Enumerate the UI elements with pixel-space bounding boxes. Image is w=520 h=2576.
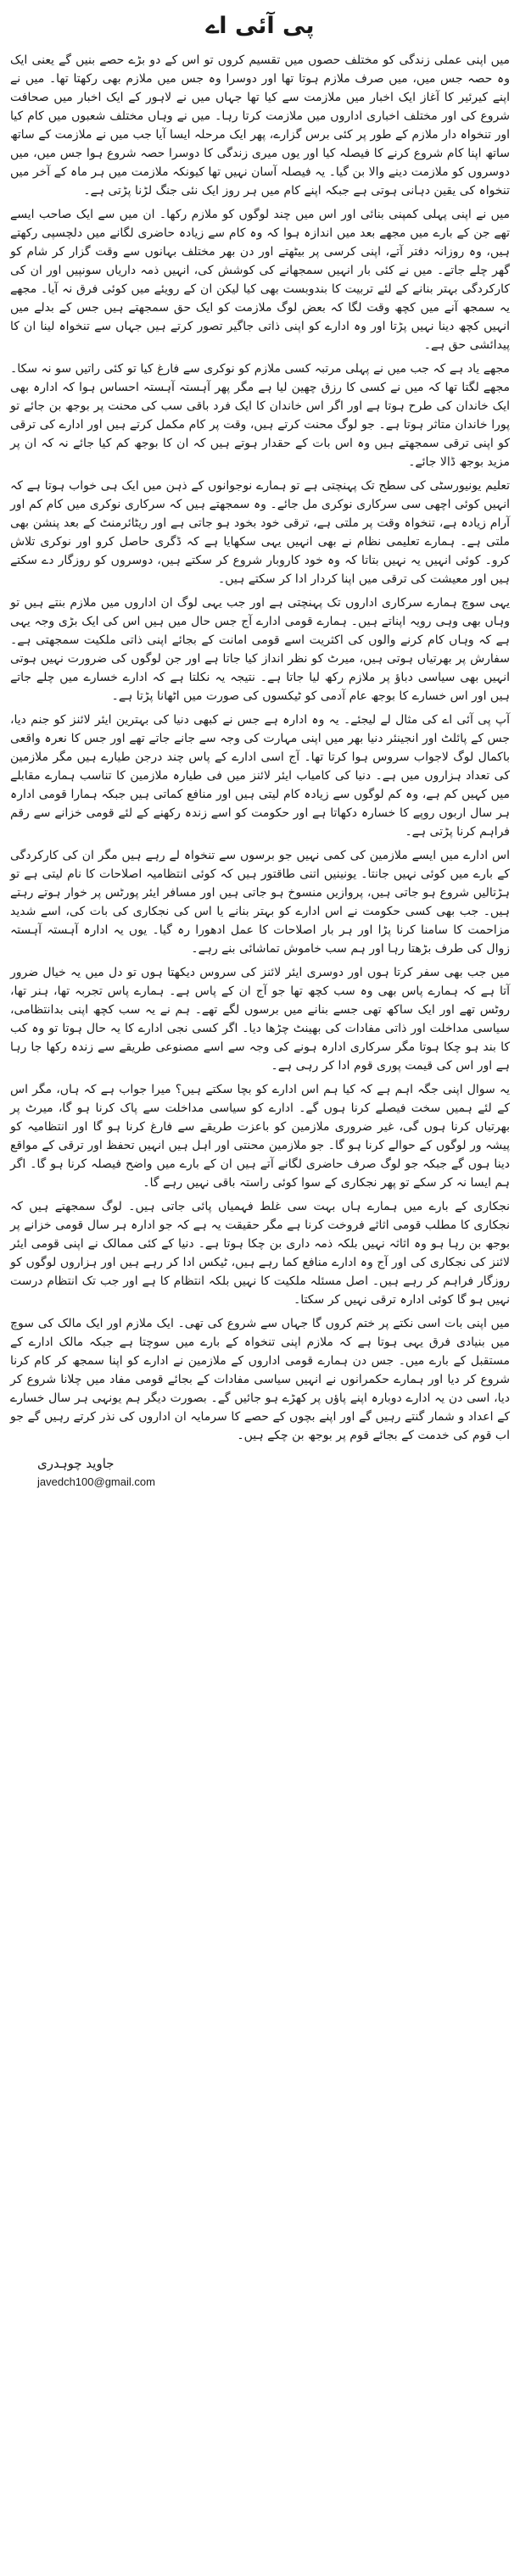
paragraph: مجھے یاد ہے کہ جب میں نے پہلی مرتبہ کسی ملازم کو نوکری سے فارغ کیا تو کئی راتیں سو نہ سکا۔ مجھے لگتا تھا کہ میں نے کسی کا رزق چھین لیا ہے مگر پھر آہستہ آہستہ احساس ہوا کہ ادارہ بھی ایک خاندان کی طرح ہوتا ہے اور اگر اس خاندان کا ایک فرد باقی سب کی محنت پر بوجھ بن جائے تو پورا خاندان متاثر ہوتا ہے۔ جو لوگ محنت کرتے ہیں، وقت پر کام مکمل کرتے ہیں اور ادارے کی ترقی کو اپنی ترقی سمجھتے ہیں وہ اس بات کے حقدار ہوتے ہیں کہ ان کا بوجھ کم کیا جائے نہ کہ ان پر مزید بوجھ ڈالا جائے۔ [10,362,510,469]
paragraph: نجکاری کے بارے میں ہمارے ہاں بہت سی غلط فہمیاں پائی جاتی ہیں۔ لوگ سمجھتے ہیں کہ نجکاری کا مطلب قومی اثاثے فروخت کرنا ہے مگر حقیقت یہ ہے کہ جو ادارہ ہر سال قومی خزانے پر بوجھ بن رہا ہو وہ اثاثہ نہیں بلکہ ذمہ داری بن چکا ہوتا ہے۔ دنیا کے کئی ممالک نے اپنی قومی ایئر لائنز کی نجکاری کی اور آج وہ ادارے منافع کما رہے ہیں، ٹیکس ادا کر رہے ہیں اور ہزاروں لوگوں کو روزگار فراہم کر رہے ہیں۔ اصل مسئلہ ملکیت کا نہیں بلکہ انتظام کا ہے اور جب تک انتظام درست نہیں ہو گا کوئی ادارہ ترقی نہیں کر سکتا۔ [10,1200,510,1307]
paragraph: میں نے اپنی پہلی کمپنی بنائی اور اس میں چند لوگوں کو ملازم رکھا۔ ان میں سے ایک صاحب ایسے تھے جن کے بارے میں مجھے بعد میں اندازہ ہوا کہ وہ کام سے زیادہ حاضری لگانے میں دلچسپی رکھتے ہیں، وہ روزانہ دفتر آتے، اپنی کرسی پر بیٹھتے اور دن بھر مختلف بہانوں سے وقت گزار کر شام کو گھر چلے جاتے۔ میں نے کئی بار انہیں سمجھانے کی کوشش کی، انہیں ذمہ داریاں سونپیں اور ان کی کارکردگی بہتر بنانے کے لئے تربیت کا بندوبست بھی کیا لیکن ان کے رویئے میں کوئی فرق نہ آیا۔ مجھے یہ سمجھ آنے میں کچھ وقت لگا کہ بعض لوگ ملازمت کو ایک حق سمجھتے ہیں جس کے بدلے میں انہیں کچھ دینا نہیں پڑتا اور وہ ادارے کو اپنی ذاتی جاگیر تصور کرتے ہیں جہاں سے تنخواہ لینا ان کا پیدائشی حق ہے۔ [10,208,510,352]
paragraph: آپ پی آئی اے کی مثال لے لیجئے۔ یہ وہ ادارہ ہے جس نے کبھی دنیا کی بہترین ایئر لائنز کو جنم دیا، جس کے پائلٹ اور انجینئر دنیا بھر میں اپنی مہارت کی وجہ سے جانے جاتے تھے اور جس کا نعرہ واقعی باکمال لوگ لاجواب سروس ہوا کرتا تھا۔ آج اسی ادارے کے پاس چند درجن طیارے ہیں مگر ملازمین کی تعداد ہزاروں میں ہے۔ دنیا کی کامیاب ایئر لائنز میں فی طیارہ ملازمین کا تناسب ہمارے مقابلے میں کہیں کم ہے، وہ کم لوگوں سے زیادہ کام لیتی ہیں اور منافع کماتی ہیں جبکہ ہمارا قومی ادارہ ہر سال اربوں روپے کا خسارہ دکھاتا ہے اور حکومت کو اسے زندہ رکھنے کے لئے قومی خزانے سے رقم فراہم کرنا پڑتی ہے۔ [10,713,510,839]
paragraph: یہ سوال اپنی جگہ اہم ہے کہ کیا ہم اس ادارے کو بچا سکتے ہیں؟ میرا جواب ہے کہ ہاں، مگر اس کے لئے ہمیں سخت فیصلے کرنا ہوں گے۔ ادارے کو سیاسی مداخلت سے پاک کرنا ہو گا، میرٹ پر بھرتیاں کرنا ہوں گی، غیر ضروری ملازمین کو باعزت طریقے سے فارغ کرنا ہو گا اور انتظامیہ کو پیشہ ور لوگوں کے حوالے کرنا ہو گا۔ جو ملازمین محنتی اور اہل ہیں انہیں تحفظ اور ترقی کے مواقع دینا ہوں گے جبکہ جو لوگ صرف حاضری لگانے آتے ہیں ان کے بارے میں واضح فیصلہ کرنا ہو گا۔ اگر ہم ایسا نہ کر سکے تو پھر نجکاری کے سوا کوئی راستہ باقی نہیں رہے گا۔ [10,1083,510,1190]
paragraph: میں اپنی عملی زندگی کو مختلف حصوں میں تقسیم کروں تو اس کے دو بڑے حصے بنیں گے یعنی ایک وہ حصہ جس میں، میں صرف ملازم ہوتا تھا اور دوسرا وہ جس میں ملازم بھی رکھتا تھا۔ میں نے اپنے کیرئیر کا آغاز ایک اخبار میں ملازمت سے کیا تھا جہاں میں نے لاہور کے ایک اخبار میں صحافت شروع کی اور مختلف اخباری اداروں میں ملازمت کرتا رہا۔ میں نے وہاں مختلف شعبوں میں کام کیا اور تنخواہ دار ملازم کے طور پر کئی برس گزارے، پھر ایک مرحلہ ایسا آیا جب میں نے ملازمت کے ساتھ ساتھ اپنا کام شروع کرنے کا فیصلہ کیا اور یوں میری زندگی کا دوسرا حصہ شروع ہوا جس میں، میں دوسروں کو ملازمت دینے والا بن گیا۔ یہ فیصلہ آسان نہیں تھا کیونکہ ملازمت میں ہر ماہ کے آخر میں تنخواہ کی یقین دہانی ہوتی ہے جبکہ اپنے کام میں ہر روز ایک نئی جنگ لڑنا پڑتی ہے۔ [10,53,510,198]
paragraph: میں اپنی بات اسی نکتے پر ختم کروں گا جہاں سے شروع کی تھی۔ ایک ملازم اور ایک مالک کی سوچ میں بنیادی فرق یہی ہوتا ہے کہ ملازم اپنی تنخواہ کے بارے میں سوچتا ہے جبکہ مالک ادارے کے مستقبل کے بارے میں۔ جس دن ہمارے قومی اداروں کے ملازمین نے ادارے کو اپنا سمجھ کر کام کرنا شروع کر دیا اور ہمارے حکمرانوں نے انہیں سیاسی مفادات کے بجائے قومی مفاد میں چلانا شروع کر دیا، اسی دن یہ ادارے دوبارہ اپنے پاؤں پر کھڑے ہو جائیں گے۔ بصورت دیگر ہم یونہی ہر سال خسارے کے اعداد و شمار گنتے رہیں گے اور اپنے بچوں کے حصے کا سرمایہ ان اداروں کی نذر کرتے رہیں گے جو اب قوم کی خدمت کے بجائے قوم پر بوجھ بن چکے ہیں۔ [10,1317,510,1442]
author-name: جاوید چوہدری [37,1456,115,1471]
paragraph: یہی سوچ ہمارے سرکاری اداروں تک پہنچتی ہے اور جب یہی لوگ ان اداروں میں ملازم بنتے ہیں تو وہاں بھی وہی رویہ اپناتے ہیں۔ ہمارے قومی ادارے آج جس حال میں ہیں اس کی ایک بڑی وجہ یہی ہے کہ وہاں کام کرنے والوں کی اکثریت اسے قومی امانت کے بجائے اپنی ذاتی ملکیت سمجھتی ہے۔ سفارش پر بھرتیاں ہوتی ہیں، میرٹ کو نظر انداز کیا جاتا ہے اور جن لوگوں کی ضرورت نہیں ہوتی انہیں بھی سیاسی دباؤ پر ملازم رکھ لیا جاتا ہے۔ نتیجہ یہ نکلتا ہے کہ ادارے خسارے میں چلے جاتے ہیں اور اس خسارے کا بوجھ عام آدمی کو ٹیکسوں کی صورت میں اٹھانا پڑتا ہے۔ [10,596,510,703]
author-email[interactable]: javedch100@gmail.com [37,1475,155,1488]
paragraph: اس ادارے میں ایسے ملازمین کی کمی نہیں جو برسوں سے تنخواہ لے رہے ہیں مگر ان کی کارکردگی کے بارے میں کوئی نہیں جانتا۔ یونینیں اتنی طاقتور ہیں کہ کوئی انتظامیہ اصلاحات کا نام لیتی ہے تو ہڑتالیں شروع ہو جاتی ہیں، پروازیں منسوخ ہو جاتی ہیں اور مسافر ایئر پورٹس پر خوار ہوتے رہتے ہیں۔ جب بھی کسی حکومت نے اس ادارے کو بہتر بنانے یا اس کی نجکاری کی بات کی، اسے شدید مزاحمت کا سامنا کرنا پڑا اور ہر بار اصلاحات کا عمل ادھورا رہ گیا۔ یوں یہ ادارہ آہستہ آہستہ زوال کی طرف بڑھتا رہا اور ہم سب خاموش تماشائی بنے رہے۔ [10,849,510,956]
paragraph: میں جب بھی سفر کرتا ہوں اور دوسری ایئر لائنز کی سروس دیکھتا ہوں تو دل میں یہ خیال ضرور آتا ہے کہ ہمارے پاس بھی وہ سب کچھ تھا جو آج ان کے پاس ہے۔ ہمارے پاس تجربہ تھا، ہنر تھا، روٹس تھے اور ایک ساکھ تھی جسے بنانے میں برسوں لگے تھے۔ ہم نے یہ سب کچھ اپنی بدانتظامی، سیاسی مداخلت اور ذاتی مفادات کی بھینٹ چڑھا دیا۔ اگر کسی نجی ادارے کا یہ حال ہوتا تو وہ کب کا بند ہو چکا ہوتا مگر سرکاری ادارہ ہونے کی وجہ سے اسے مصنوعی طریقے سے زندہ رکھا جا رہا ہے اور اس کی قیمت پوری قوم ادا کر رہی ہے۔ [10,966,510,1073]
article-title: پی آئی اے [205,13,315,39]
article-body [10,51,510,1445]
paragraph: تعلیم یونیورسٹی کی سطح تک پہنچتی ہے تو ہمارے نوجوانوں کے ذہن میں ایک ہی خواب ہوتا ہے کہ انہیں کوئی اچھی سی سرکاری نوکری مل جائے۔ وہ سمجھتے ہیں کہ سرکاری نوکری میں کام کم اور آرام زیادہ ہے، تنخواہ وقت پر ملتی ہے، ترقی خود بخود ہو جاتی ہے اور ریٹائرمنٹ کے بعد پنشن بھی ملتی ہے۔ ہمارے تعلیمی نظام نے بھی انہیں یہی سکھایا ہے کہ ڈگری حاصل کرو اور نوکری تلاش کرو۔ کوئی انہیں یہ نہیں بتاتا کہ وہ خود کاروبار شروع کر سکتے ہیں، دوسروں کو روزگار دے سکتے ہیں اور معیشت کی ترقی میں اپنا کردار ادا کر سکتے ہیں۔ [10,479,510,586]
signature-block [10,1453,510,1491]
